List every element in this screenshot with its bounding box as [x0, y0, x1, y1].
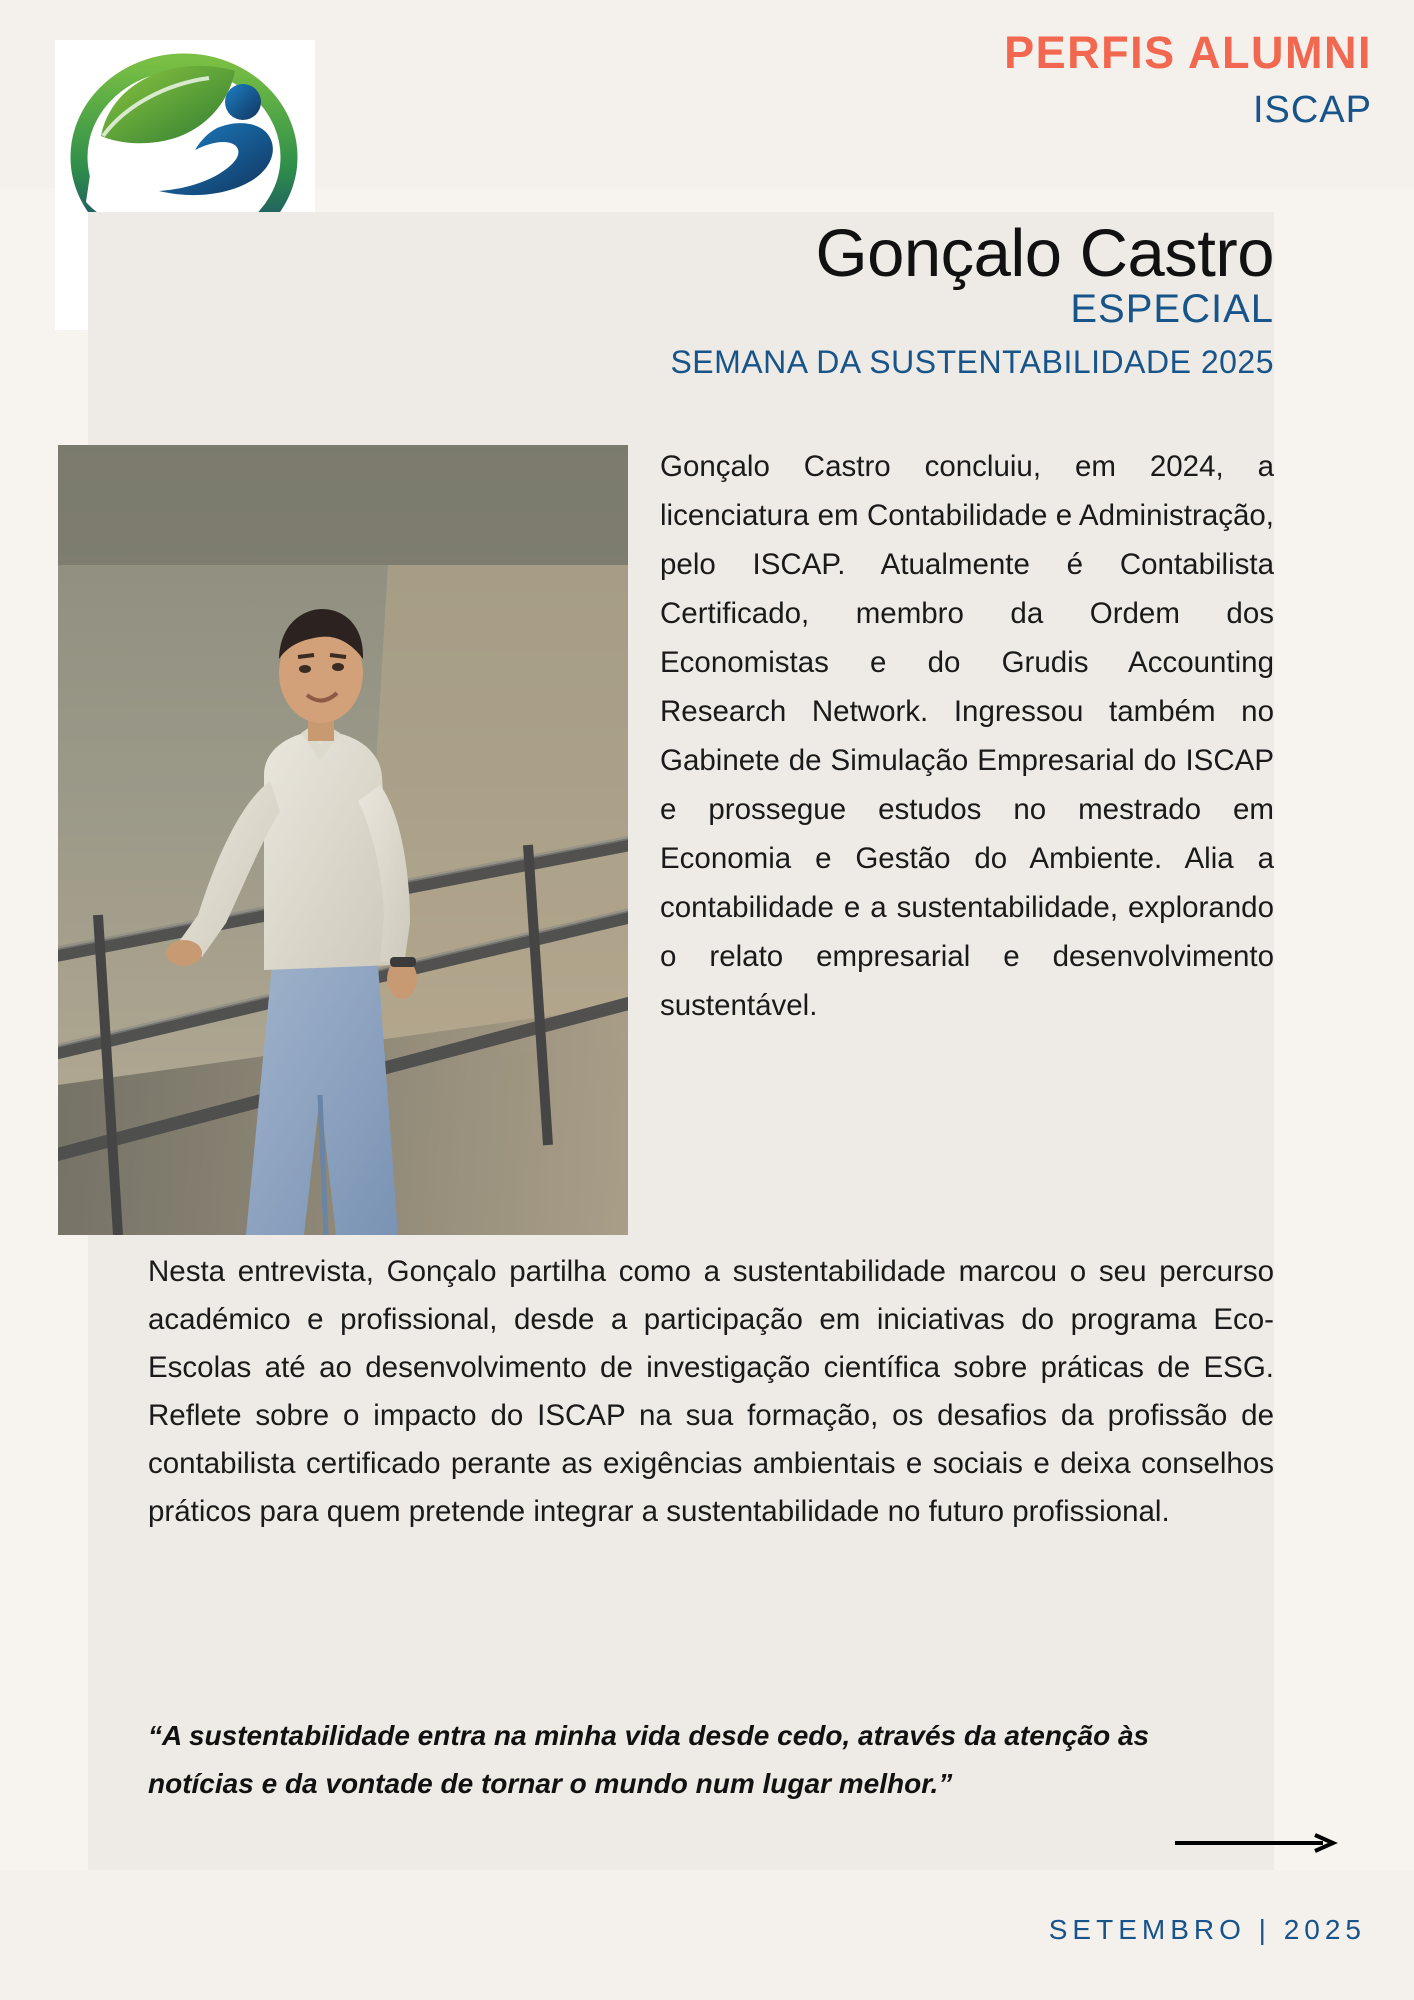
title-label: ESPECIAL	[1070, 287, 1274, 331]
header-kicker: PERFIS ALUMNI	[1004, 27, 1372, 78]
intro-paragraph: Gonçalo Castro concluiu, em 2024, a licenciatura em Contabilidade e Administração, pelo ISCAP. Atualmente é Contabilista Certificado, membro da Ordem dos Economistas e do Grudis Accounting Research Network. Ingressou também no Gabinete de Simulação Empresarial do ISCAP e prossegue estudos no mestrado em Economia e Gestão do Ambiente. Alia a contabilidade e a sustentabilidade, explorando o relato empresarial e desenvolvimento sustentável.	[660, 450, 1274, 1022]
title-block	[400, 216, 1274, 380]
footer-date: SETEMBRO | 2025	[1048, 1914, 1366, 1945]
header-titles	[1004, 28, 1372, 131]
body-paragraph: Nesta entrevista, Gonçalo partilha como a sustentabilidade marcou o seu percurso académico e profissional, desde a participação em iniciativas do programa Eco-Escolas até ao desenvolvimento de investigação científica sobre práticas de ESG. Reflete sobre o impacto do ISCAP na sua formação, os desafios da profissão de contabilista certificado perante as exigências ambientais e sociais e deixa conselhos práticos para quem pretende integrar a sustentabilidade no futuro profissional.	[148, 1255, 1274, 1528]
page-title: Gonçalo Castro	[815, 216, 1274, 291]
event-subtitle: SEMANA DA SUSTENTABILIDADE 2025	[670, 344, 1274, 380]
profile-photo	[58, 445, 628, 1235]
page-footer	[0, 1870, 1414, 2000]
header-institution: ISCAP	[1252, 88, 1372, 131]
next-page-arrow-icon[interactable]	[1175, 1832, 1340, 1854]
pull-quote: “A sustentabilidade entra na minha vida desde cedo, através da atenção às notícias e da vontade de tornar o mundo num lugar melhor.”	[148, 1720, 1150, 1799]
